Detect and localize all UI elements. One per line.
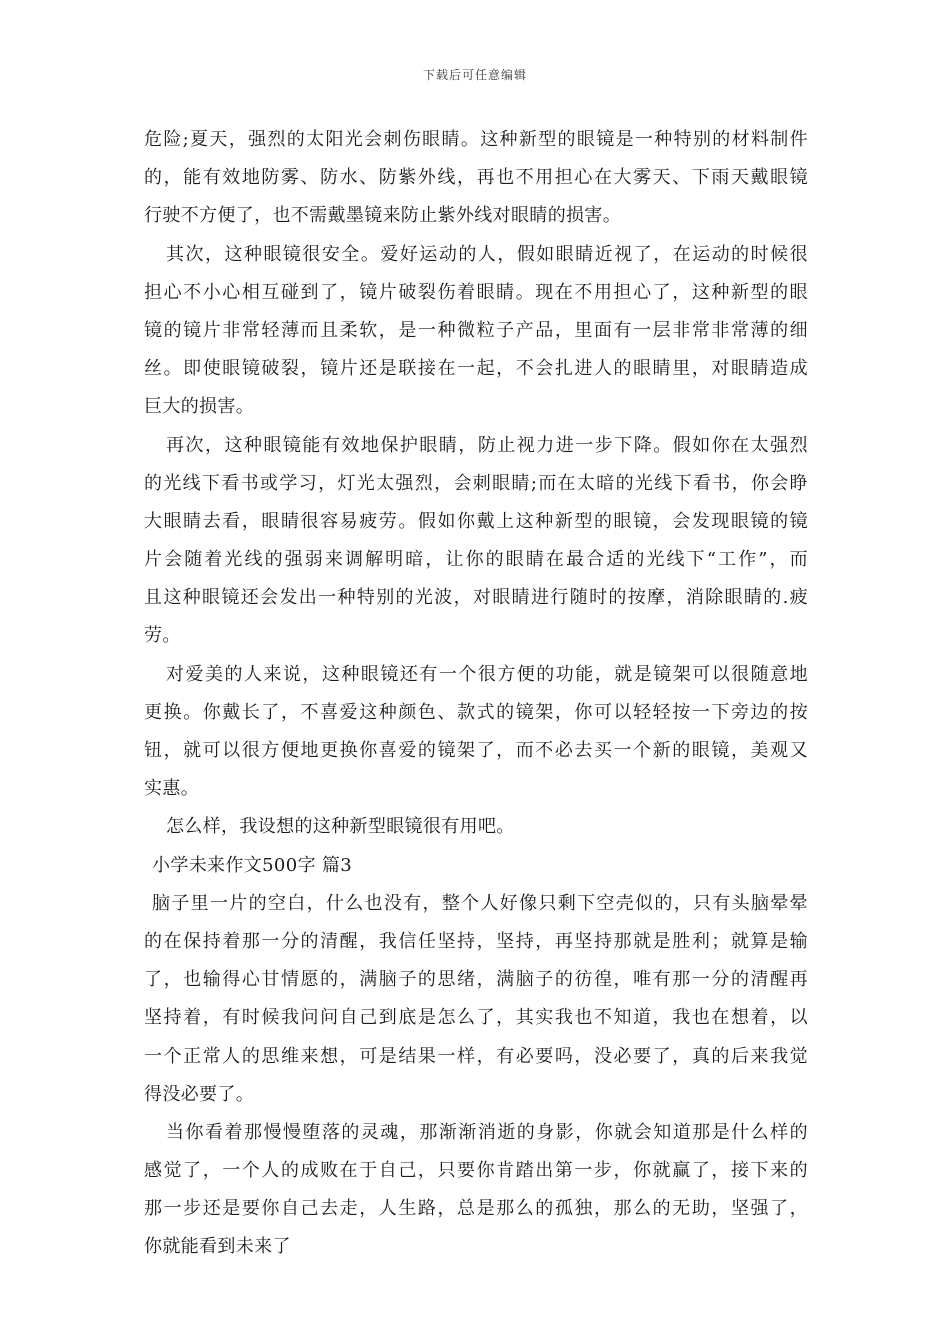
- text-line: 了，也输得心甘情愿的，满脑子的思绪，满脑子的彷徨，唯有那一分的清醒再: [144, 969, 808, 991]
- text-line: 更换。你戴长了，不喜爱这种颜色、款式的镜架，你可以轻轻按一下旁边的按: [144, 701, 808, 723]
- text-line: 脑子里一片的空白，什么也没有，整个人好像只剩下空壳似的，只有头脑晕晕: [152, 892, 808, 914]
- text-line: 且这种眼镜还会发出一种特别的光波，对眼睛进行随时的按摩，消除眼睛的.疲: [144, 587, 808, 609]
- text-line: 大眼睛去看，眼睛很容易疲劳。假如你戴上这种新型的眼镜，会发现眼镜的镜: [144, 510, 808, 532]
- text-line: 你就能看到未来了: [144, 1236, 291, 1258]
- text-line: 劳。: [144, 625, 181, 647]
- text-line: 得没必要了。: [144, 1083, 255, 1105]
- text-line: 担心不小心相互碰到了，镜片破裂伤着眼睛。现在不用担心了，这种新型的眼: [144, 281, 808, 303]
- text-line: 的光线下看书或学习，灯光太强烈，会刺眼睛;而在太暗的光线下看书，你会睁: [144, 472, 808, 494]
- text-line: 坚持着，有时候我问问自己到底是怎么了，其实我也不知道，我也在想着，以: [144, 1007, 808, 1029]
- text-line: 的在保持着那一分的清醒，我信任坚持，坚持，再坚持那就是胜利；就算是输: [144, 930, 808, 952]
- text-line: 片会随着光线的强弱来调解明暗，让你的眼睛在最合适的光线下“工作”，而: [144, 549, 808, 571]
- text-line: 实惠。: [144, 778, 200, 800]
- text-line: 当你看着那慢慢堕落的灵魂，那渐渐消逝的身影，你就会知道那是什么样的: [166, 1121, 808, 1143]
- page-header-note: 下载后可任意编辑: [422, 68, 527, 82]
- text-line: 怎么样，我设想的这种新型眼镜很有用吧。: [166, 816, 515, 838]
- text-line: 小学未来作文500字 篇3: [152, 854, 353, 876]
- text-line: 危险;夏天，强烈的太阳光会刺伤眼睛。这种新型的眼镜是一种特别的材料制件: [144, 129, 808, 150]
- text-line: 一个正常人的思维来想，可是结果一样，有必要吗，没必要了，真的后来我觉: [144, 1045, 808, 1067]
- text-line: 巨大的损害。: [144, 396, 255, 418]
- text-line: 钮，就可以很方便地更换你喜爱的镜架了，而不必去买一个新的眼镜，美观又: [144, 740, 808, 761]
- text-line: 对爱美的人来说，这种眼镜还有一个很方便的功能，就是镜架可以很随意地: [166, 663, 808, 685]
- text-line: 丝。即使眼镜破裂，镜片还是联接在一起，不会扎进人的眼睛里，对眼睛造成: [144, 358, 808, 380]
- text-line: 感觉了，一个人的成败在于自己，只要你肯踏出第一步，你就赢了，接下来的: [144, 1160, 808, 1182]
- text-line: 镜的镜片非常轻薄而且柔软，是一种微粒子产品，里面有一层非常非常薄的细: [144, 319, 808, 341]
- document-body: [144, 121, 808, 1267]
- text-line: 再次，这种眼镜能有效地保护眼睛，防止视力进一步下降。假如你在太强烈: [166, 434, 808, 456]
- text-line: 其次，这种眼镜很安全。爱好运动的人，假如眼睛近视了，在运动的时候很: [166, 243, 808, 265]
- text-line: 那一步还是要你自己去走，人生路，总是那么的孤独，那么的无助，坚强了，: [144, 1198, 808, 1220]
- text-line: 的，能有效地防雾、防水、防紫外线，再也不用担心在大雾天、下雨天戴眼镜: [144, 167, 808, 189]
- text-line: 行驶不方便了，也不需戴墨镜来防止紫外线对眼睛的损害。: [144, 205, 622, 227]
